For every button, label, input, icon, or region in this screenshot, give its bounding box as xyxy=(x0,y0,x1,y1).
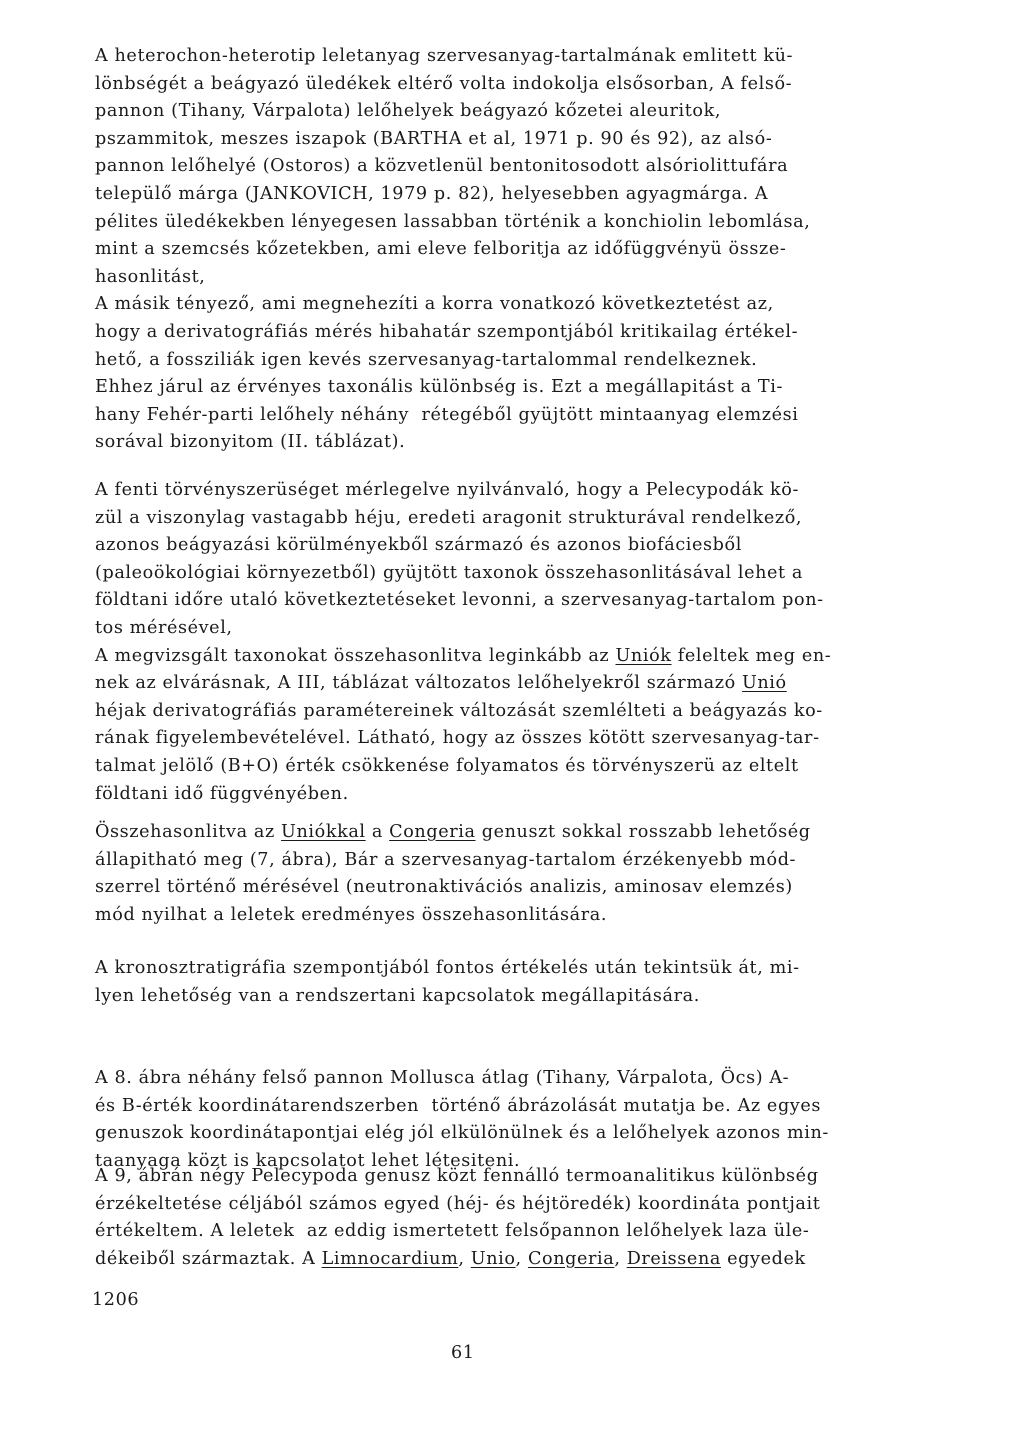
text-line: hasonlitást, xyxy=(95,266,206,287)
text-line: hogy a derivatográfiás mérés hibahatár szempontjából kritikailag értékel- xyxy=(95,321,799,342)
text-line: A megvizsgált taxonokat összehasonlitva leginkább az Uniók feleltek meg en- xyxy=(95,645,832,666)
text-line: szerrel történő mérésével (neutronaktivációs analizis, aminosav elemzés) xyxy=(95,877,793,898)
text-line: Összehasonlitva az Uniókkal a Congeria genuszt sokkal rosszabb lehetőség xyxy=(95,822,811,842)
text-line: A kronosztratigráfia szempontjából fontos értékelés után tekintsük át, mi- xyxy=(95,958,800,978)
text-line: A másik tényező, ami megnehezíti a korra vonatkozó következtetést az, xyxy=(95,294,774,315)
text-line: genuszok koordinátapontjai elég jól elkülönülnek és a lelőhelyek azonos min- xyxy=(95,1123,829,1144)
text-line: zül a viszonylag vastagabb héju, eredeti aragonit strukturával rendelkező, xyxy=(95,507,803,528)
text-line: értékeltem. A leletek az eddig ismertetett felsőpannon lelőhelyek laza üle- xyxy=(95,1221,810,1242)
text-line: A 8. ábra néhány felső pannon Mollusca átlag (Tihany, Várpalota, Öcs) A- xyxy=(95,1068,790,1088)
text-line: (paleoökológiai környezetből) gyüjtött taxonok összehasonlitásával lehet a xyxy=(95,562,803,583)
text-line: héjak derivatográfiás paramétereinek változását szemlélteti a beágyazás ko- xyxy=(95,700,823,721)
text-line: azonos beágyazási körülményekből származó és azonos biofáciesből xyxy=(95,535,742,556)
text-line: érzékeltetése céljából számos egyed (héj- és héjtöredék) koordináta pontjait xyxy=(95,1193,821,1214)
text-line: pszammitok, meszes iszapok (BARTHA et al, 1971 p. 90 és 92), az alsó- xyxy=(95,128,773,149)
text-line: nek az elvárásnak, A III, táblázat változatos lelőhelyekről származó Unió xyxy=(95,673,787,694)
text-line: talmat jelölő (B+O) érték csökkenése folyamatos és törvényszerü az eltelt xyxy=(95,755,799,776)
text-line: tos mérésével, xyxy=(95,617,233,638)
text-line: mint a szemcsés kőzetekben, ami eleve felboritja az időfüggvényü össze- xyxy=(95,239,787,260)
text-line: sorával bizonyitom (II. táblázat). xyxy=(95,432,406,453)
text-line: pannon lelőhelyé (Ostoros) a közvetlenül bentonitosodott alsóriolittufára xyxy=(95,156,789,177)
text-line: A heterochon-heterotip leletanyag szervesanyag-tartalmának emlitett kü- xyxy=(95,46,794,66)
document-number: 1206 xyxy=(92,1290,140,1310)
text-line: pannon (Tihany, Várpalota) lelőhelyek beágyazó kőzetei aleuritok, xyxy=(95,101,722,122)
text-line: lönbségét a beágyazó üledékek eltérő volta indokolja elsősorban, A felső- xyxy=(95,73,793,94)
text-line: pélites üledékekben lényegesen lassabban történik a konchiolin lebomlása, xyxy=(95,211,811,232)
text-line: lyen lehetőség van a rendszertani kapcsolatok megállapitására. xyxy=(95,985,700,1006)
text-line: hető, a fossziliák igen kevés szervesanyag-tartalommal rendelkeznek. xyxy=(95,349,758,370)
paragraph-2 xyxy=(95,477,915,808)
text-line: állapitható meg (7, ábra), Bár a szervesanyag-tartalom érzékenyebb mód- xyxy=(95,849,797,870)
text-line: dékeiből származtak. A Limnocardium, Unio, Congeria, Dreissena egyedek xyxy=(95,1248,806,1269)
text-line: A 9, ábrán négy Pelecypoda genusz közt fennálló termoanalitikus különbség xyxy=(95,1166,819,1186)
text-line: A fenti törvényszerüséget mérlegelve nyilvánvaló, hogy a Pelecypodák kö- xyxy=(95,480,800,500)
text-line: taanyaga közt is kapcsolatot lehet létesiteni. xyxy=(95,1150,521,1171)
text-line: hany Fehér-parti lelőhely néhány rétegéből gyüjtött mintaanyag elemzési xyxy=(95,404,799,425)
paragraph-3 xyxy=(95,819,915,929)
text-line: mód nyilhat a leletek eredményes összehasonlitására. xyxy=(95,904,608,925)
text-line: Ehhez járul az érvényes taxonális különbség is. Ezt a megállapitást a Ti- xyxy=(95,377,783,398)
paragraph-1 xyxy=(95,43,915,457)
text-line: rának figyelembevételével. Látható, hogy az összes kötött szervesanyag-tar- xyxy=(95,728,820,749)
text-line: földtani időre utaló következtetéseket levonni, a szervesanyag-tartalom pon- xyxy=(95,590,824,611)
page-number: 61 xyxy=(451,1343,475,1363)
paragraph-6 xyxy=(95,1163,915,1273)
text-line: települő márga (JANKOVICH, 1979 p. 82), helyesebben agyagmárga. A xyxy=(95,183,769,204)
text-line: földtani idő függvényében. xyxy=(95,783,349,804)
paragraph-5 xyxy=(95,1065,915,1175)
text-line: és B-érték koordinátarendszerben történő ábrázolását mutatja be. Az egyes xyxy=(95,1095,821,1116)
paragraph-4 xyxy=(95,955,915,1010)
